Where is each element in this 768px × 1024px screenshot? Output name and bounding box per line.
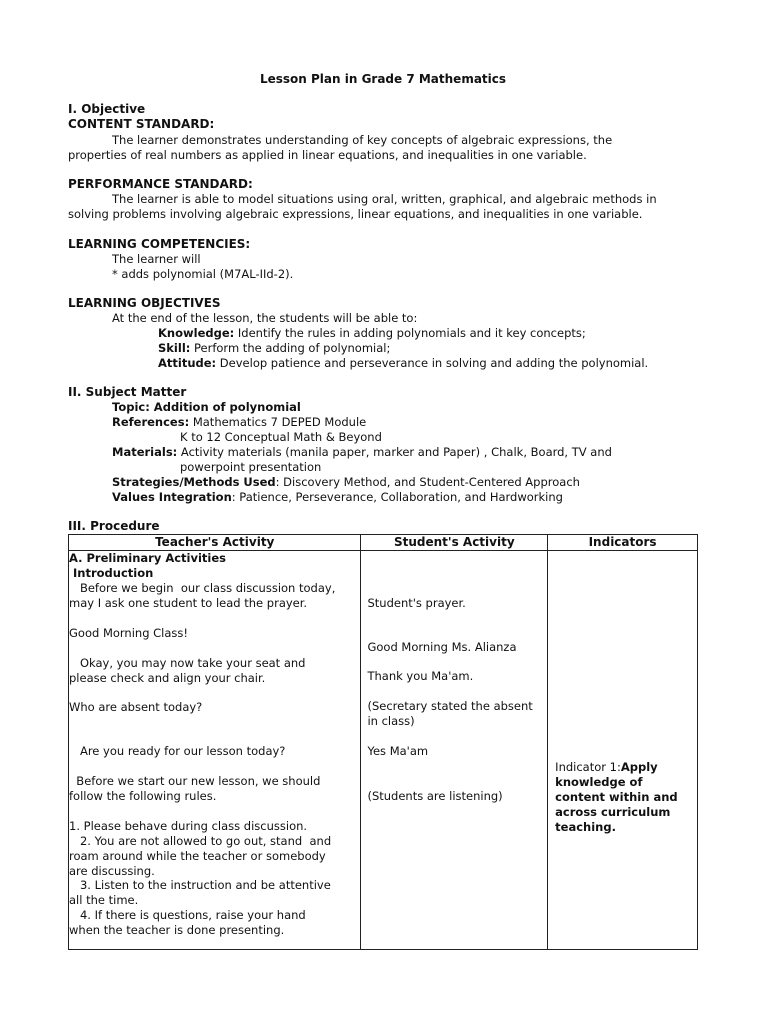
knowledge-text: Identify the rules in adding polynomials and it key concepts; [234, 326, 586, 340]
references-label: References: [112, 415, 190, 429]
teacher-line: Okay, you may now take your seat and [69, 656, 306, 670]
values-line [68, 490, 742, 505]
procedure-heading: III. Procedure [68, 519, 160, 533]
learning-objectives-intro: At the end of the lesson, the students will be able to: [112, 311, 418, 325]
student-line: Yes Ma'am [367, 744, 429, 758]
performance-standard-label: PERFORMANCE STANDARD: [68, 177, 253, 191]
teacher-line: 3. Listen to the instruction and be attentive [69, 878, 331, 892]
attitude-objective [68, 356, 768, 371]
teacher-line: Are you ready for our lesson today? [69, 744, 286, 758]
content-standard-line1: The learner demonstrates understanding of key concepts of algebraic expressions, the [112, 133, 613, 147]
teacher-line: Introduction [69, 566, 154, 580]
skill-text: Perform the adding of polynomial; [190, 341, 391, 355]
teacher-line: Good Morning Class! [69, 626, 189, 640]
teacher-line: Before we start our new lesson, we should [69, 774, 321, 788]
skill-label: Skill: [158, 341, 191, 355]
procedure-table [68, 534, 698, 950]
references-text: Mathematics 7 DEPED Module [189, 415, 367, 429]
teacher-line: 4. If there is questions, raise your hand [69, 908, 306, 922]
student-line: (Students are listening) [367, 789, 503, 803]
materials-text: Activity materials (manila paper, marker and Paper) , Chalk, Board, TV and [177, 445, 612, 459]
indicators-cell [548, 551, 698, 950]
learning-objectives-label: LEARNING OBJECTIVES [68, 296, 221, 310]
references-line2: K to 12 Conceptual Math & Beyond [180, 430, 382, 444]
indicator-line: teaching. [555, 820, 616, 834]
values-text: : Patience, Perseverance, Collaboration, and Hardworking [231, 490, 563, 504]
student-activity-cell [361, 551, 548, 950]
learning-competencies-line2: * adds polynomial (M7AL-IId-2). [112, 267, 294, 281]
indicator-text: Apply [620, 760, 658, 774]
student-line: Thank you Ma'am. [367, 669, 474, 683]
column-header-indicators: Indicators [548, 535, 698, 551]
table-row [69, 551, 698, 950]
strategies-text: : Discovery Method, and Student-Centered Approach [275, 475, 580, 489]
subject-matter-heading: II. Subject Matter [68, 385, 187, 399]
column-header-student: Student's Activity [361, 535, 548, 551]
teacher-line: A. Preliminary Activities [69, 551, 226, 565]
teacher-line: please check and align your chair. [69, 671, 266, 685]
learning-competencies-label: LEARNING COMPETENCIES: [68, 237, 251, 251]
values-label: Values Integration [112, 490, 232, 504]
teacher-line: all the time. [69, 893, 139, 907]
indicator-line: across curriculum [555, 805, 671, 819]
indicator-line [555, 760, 657, 775]
topic-line: Topic: Addition of polynomial [112, 400, 301, 414]
teacher-line: 2. You are not allowed to go out, stand and [69, 834, 332, 848]
attitude-label: Attitude: [158, 356, 217, 370]
student-line: Good Morning Ms. Alianza [367, 640, 517, 654]
student-line: Student's prayer. [367, 596, 466, 610]
strategies-line [68, 475, 742, 490]
student-line: in class) [367, 714, 415, 728]
student-line: (Secretary stated the absent [367, 699, 533, 713]
knowledge-objective [68, 326, 768, 341]
teacher-line: roam around while the teacher or somebody [69, 849, 326, 863]
learning-competencies-line1: The learner will [112, 252, 201, 266]
materials-label: Materials: [112, 445, 178, 459]
skill-objective [68, 341, 768, 356]
column-header-teacher: Teacher's Activity [69, 535, 361, 551]
indicator-line: knowledge of [555, 775, 643, 789]
teacher-line: follow the following rules. [69, 789, 217, 803]
document-title: Lesson Plan in Grade 7 Mathematics [259, 72, 507, 86]
indicator-prefix: Indicator 1: [555, 760, 621, 774]
performance-standard-line1: The learner is able to model situations using oral, written, graphical, and algebraic methods in [112, 192, 657, 206]
knowledge-label: Knowledge: [158, 326, 235, 340]
indicator-line: content within and [555, 790, 678, 804]
references-line [68, 415, 742, 430]
content-standard-line2: properties of real numbers as applied in linear equations, and inequalities in one variable. [68, 148, 587, 162]
teacher-line: when the teacher is done presenting. [69, 923, 285, 937]
materials-line [68, 445, 742, 460]
attitude-text: Develop patience and perseverance in solving and adding the polynomial. [216, 356, 649, 370]
teacher-line: are discussing. [69, 864, 155, 878]
objective-heading: I. Objective [68, 102, 146, 116]
teacher-line: Who are absent today? [69, 700, 203, 714]
teacher-line: Before we begin our class discussion today, [69, 581, 336, 595]
teacher-line: 1. Please behave during class discussion. [69, 819, 308, 833]
teacher-activity-cell [69, 551, 361, 950]
materials-line2: powerpoint presentation [180, 460, 322, 474]
table-header-row [69, 535, 698, 551]
performance-standard-line2: solving problems involving algebraic expressions, linear equations, and inequalities in one variable. [68, 207, 643, 221]
content-standard-label: CONTENT STANDARD: [68, 117, 215, 131]
teacher-line: may I ask one student to lead the prayer. [69, 596, 308, 610]
strategies-label: Strategies/Methods Used [112, 475, 276, 489]
